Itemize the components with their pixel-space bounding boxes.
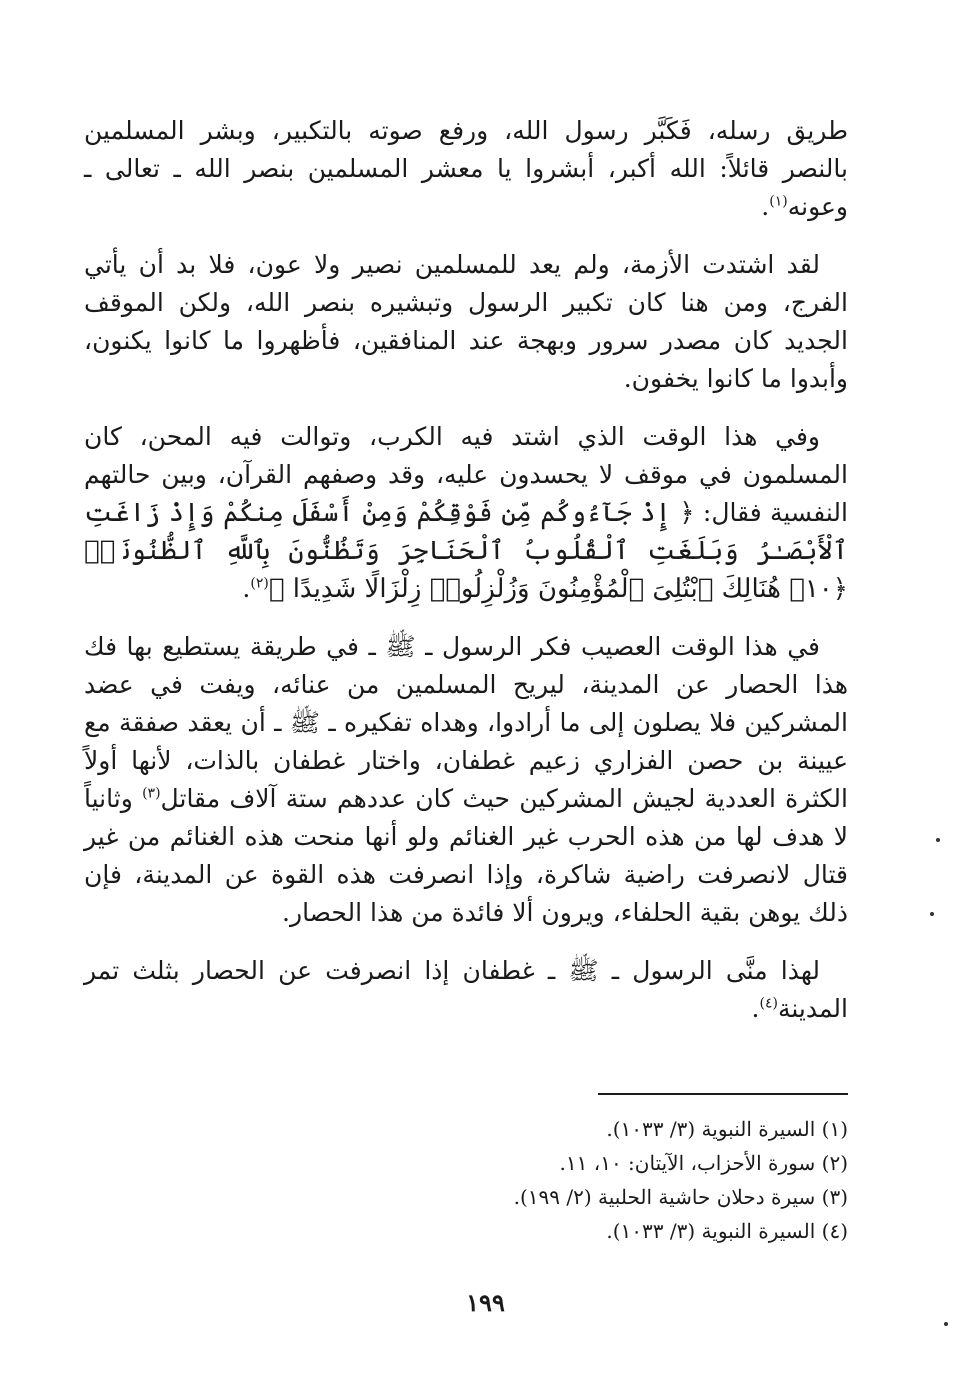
footnote-separator [598,1093,848,1095]
paragraph-1-text: طريق رسله، فَكَبَّر رسول الله، ورفع صوته بالتكبير، وبشر المسلمين بالنصر قائلاً: الله أكبر، أبشروا يا معشر المسلمين بنصر الله ـ تعالى ـ وعونه [84,116,848,221]
footnote-ref-1: (١) [769,193,788,210]
paragraph-4 [84,628,848,932]
quran-verse: ﴿ إِذْ جَآءُوكُم مِّن فَوْقِكُمْ وَمِنْ أَسْفَلَ مِنكُمْ وَإِذْ زَاغَتِ ٱلْأَبْصَـٰرُ وَبَلَغَتِ ٱلْقُلُوبُ ٱلْحَنَاجِرَ وَتَظُنُّونَ بِٱللَّهِ ٱلظُّنُونَا۠ ﴿١٠﴾ هُنَالِكَ ٱبْتُلِىَ ٱلْمُؤْمِنُونَ وَزُلْزِلُوا۟ زِلْزَالًا شَدِيدًا ﴾ [84,498,848,604]
paragraph-5-text: لهذا منَّى الرسول ـ ﷺ ـ غطفان إذا انصرفت عن الحصار بثلث تمر المدينة [84,956,848,1023]
footnote-ref-3: (٣) [142,785,161,802]
footnote-2: (٢) سورة الأحزاب، الآيتان: ١٠، ١١. [559,1151,848,1175]
footnotes [248,1112,848,1248]
page-body [84,112,848,1048]
paragraph-5-end: . [751,994,760,1023]
paragraph-3 [84,418,848,608]
footnote-4: (٤) السيرة النبوية (٣/ ١٠٣٣). [606,1219,848,1243]
paragraph-4-continuation: وثانياً لا هدف لها من هذه الحرب غير الغنائم ولو أنها منحت هذه الغنائم من غير قتال لانصرفت راضية شاكرة، وإذا انصرفت هذه القوة عن المدينة، فإن ذلك يوهن بقية الحلفاء، ويرون ألا فائدة من هذا الحصار. [84,784,848,927]
scan-speck [936,838,940,842]
paragraph-1-end: . [761,192,770,221]
paragraph-4-text: في هذا الوقت العصيب فكر الرسول ـ ﷺ ـ في طريقة يستطيع بها فك هذا الحصار عن المدينة، ليريح المسلمين من عنائه، ويفت في عضد المشركين فلا يصلون إلى ما أرادوا، وهداه تفكيره ـ ﷺ ـ أن يعقد صفقة مع عيينة بن حصن الفزاري زعيم غطفان، واختار غطفان بالذات، لأنها أولاً الكثرة العددية لجيش المشركين حيث كان عددهم ستة آلاف مقاتل [84,632,848,813]
footnote-1: (١) السيرة النبوية (٣/ ١٠٣٣). [606,1117,848,1141]
paragraph-2-text: لقد اشتدت الأزمة، ولم يعد للمسلمين نصير ولا عون، فلا بد أن يأتي الفرج، ومن هنا كان تكبير الرسول وتبشيره بنصر الله، ولكن الموقف الجديد كان مصدر سرور وبهجة عند المنافقين، فأظهروا ما كانوا يكنون، وأبدوا ما كانوا يخفون. [84,250,848,393]
paragraph-2 [84,246,848,398]
paragraph-1 [84,112,848,226]
footnote-ref-4: (٤) [759,995,778,1012]
scan-speck [930,912,934,916]
page-number: ١٩٩ [466,1288,505,1317]
paragraph-5 [84,952,848,1028]
scan-speck [944,1322,948,1326]
paragraph-3-text: وفي هذا الوقت الذي اشتد فيه الكرب، وتوالت فيه المحن، كان المسلمون في موقف لا يحسدون عليه، وقد وصفهم القرآن، وبين حالتهم النفسية فقال: [84,422,848,527]
footnote-3: (٣) سيرة دحلان حاشية الحلبية (٢/ ١٩٩). [513,1185,848,1209]
footnote-ref-2: (٢) [250,575,269,592]
paragraph-3-end: . [242,574,251,603]
